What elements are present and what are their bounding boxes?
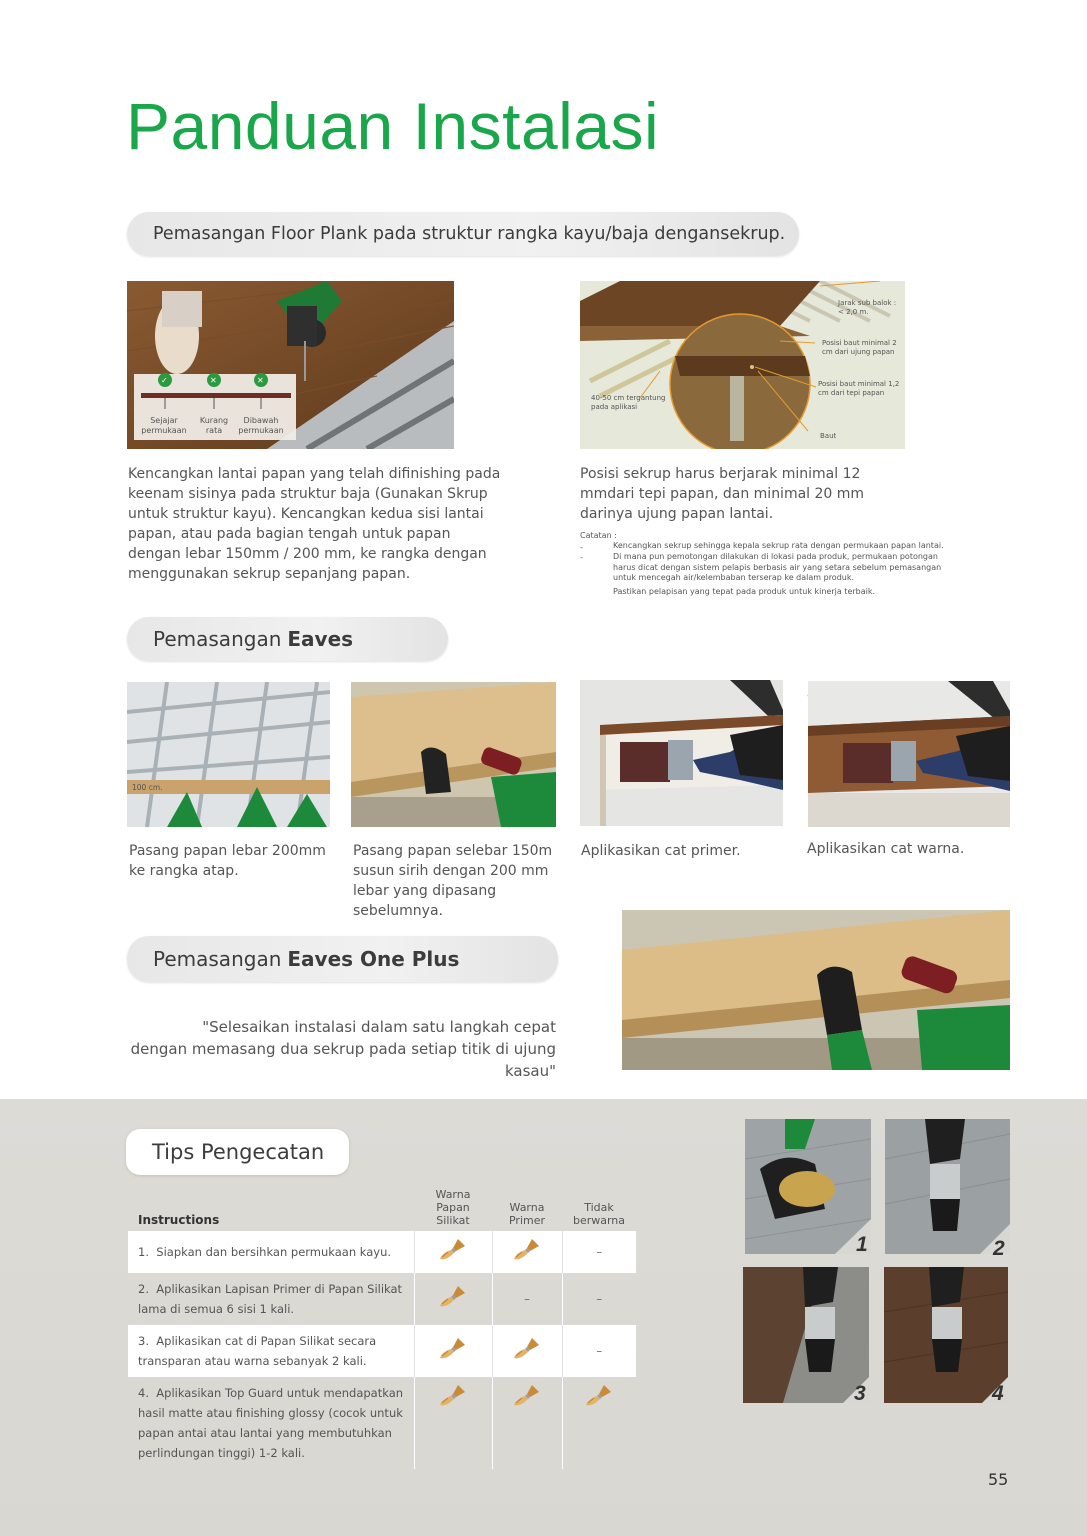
paint-brush-icon bbox=[438, 1237, 468, 1261]
paint-brush-icon bbox=[512, 1336, 542, 1360]
eaves-step-1-photo bbox=[127, 682, 330, 827]
tips-table-header bbox=[128, 1186, 636, 1231]
tips-row-3 bbox=[128, 1325, 636, 1377]
floor-plank-heading-text: Pemasangan Floor Plank pada struktur rangka kayu/baja dengansekrup. bbox=[153, 224, 786, 244]
floor-note-2: Di mana pun pemotongan dilakukan di lokasi pada produk, permukaan potongan harus dicat dengan sistem pelapis berbasis air yang setara sebelum pemasangan untuk mencegah air/kelembaban terserap ke dalam produk. bbox=[613, 552, 942, 582]
tips-row-2-text: Aplikasikan Lapisan Primer di Papan Silikat lama di semua 6 sisi 1 kali. bbox=[138, 1282, 403, 1316]
tips-row-4-number: 4. bbox=[138, 1386, 149, 1400]
tips-row-2-col-2: – bbox=[492, 1273, 562, 1325]
section-heading-eaves-one-plus bbox=[127, 936, 558, 982]
paint-brush-icon bbox=[438, 1284, 468, 1308]
tips-row-2-col-3: – bbox=[562, 1273, 636, 1325]
tips-row-4-desc bbox=[128, 1377, 414, 1469]
tips-row-4-text: Aplikasikan Top Guard untuk mendapatkan hasil matte atau finishing glossy (cocok untuk papan antai atau lantai yang membutuhkan perlindungan tinggi) 1-2 kali. bbox=[138, 1386, 404, 1460]
tips-photo-4-illustration bbox=[884, 1267, 1008, 1403]
eaves-step-2-text: Pasang papan selebar 150m susun sirih dengan 200 mm lebar yang dipasang sebelumnya. bbox=[353, 843, 553, 919]
tips-col-3: Tidak berwarna bbox=[572, 1201, 626, 1227]
paint-brush-icon bbox=[438, 1383, 468, 1407]
floor-step-2-text: Posisi sekrup harus berjarak minimal 12 mmdari tepi papan, dan minimal 20 mm darinya ujung papan lantai. bbox=[580, 466, 865, 522]
tips-col-1: Warna Papan Silikat bbox=[435, 1188, 471, 1227]
eaves-one-plus-quote-line-2: dengan memasang dua sekrup pada setiap titik di ujung kasau" bbox=[130, 1040, 556, 1080]
tips-photo-3-illustration bbox=[743, 1267, 869, 1403]
floor-callout-aplikasi: 40-50 cm tergantung pada aplikasi bbox=[591, 394, 666, 411]
paint-brush-icon bbox=[438, 1336, 468, 1360]
floor-step-1-text: Kencangkan lantai papan yang telah difinishing pada keenam sisinya pada struktur baja (Gunakan Skrup untuk struktur kayu). Kencangkan kedua sisi lantai papan, atau pada bagian tengah untuk papan dengan lebar 150mm / 200 mm, ke rangka dengan menggunakan sekrup sepanjang papan. bbox=[128, 466, 501, 582]
svg-text:✓: ✓ bbox=[161, 376, 168, 385]
tips-photo-4-number: 4 bbox=[992, 1382, 1004, 1405]
eaves-step-3-text: Aplikasikan cat primer. bbox=[581, 843, 741, 859]
paint-brush-icon bbox=[512, 1237, 542, 1261]
floor-callout-ujung: Posisi baut minimal 2 cm dari ujung papan bbox=[822, 339, 897, 356]
floor-step-1-label-2: Kurang rata bbox=[199, 416, 229, 435]
floor-note-dash-2: - bbox=[580, 553, 583, 562]
tips-col-instructions: Instructions bbox=[138, 1213, 220, 1227]
tips-row-2-desc bbox=[128, 1273, 414, 1325]
tips-row-4 bbox=[128, 1377, 636, 1469]
eaves-step-4-illustration bbox=[808, 681, 1010, 827]
floor-note-dash-1: - bbox=[580, 543, 583, 552]
tips-photo-2-number: 2 bbox=[993, 1237, 1005, 1260]
eaves-step-4-photo bbox=[808, 681, 1010, 827]
tips-photo-3-number: 3 bbox=[854, 1382, 866, 1405]
tips-photo-3 bbox=[743, 1267, 869, 1403]
tips-row-1 bbox=[128, 1231, 636, 1273]
tips-row-1-col-1 bbox=[414, 1231, 492, 1273]
tips-row-1-desc bbox=[128, 1231, 414, 1273]
eaves-one-plus-quote-line-1: "Selesaikan instalasi dalam satu langkah cepat bbox=[202, 1018, 556, 1036]
floor-callout-jarak: Jarak sub balok : < 2,0 m. bbox=[838, 299, 897, 316]
tips-row-4-col-1 bbox=[414, 1377, 492, 1469]
tips-heading-text: Tips Pengecatan bbox=[152, 1140, 325, 1164]
eaves-step-1-illustration bbox=[127, 682, 330, 827]
floor-note-label: Catatan : bbox=[580, 531, 617, 540]
floor-callout-tepi: Posisi baut minimal 1,2 cm dari tepi papan bbox=[818, 380, 900, 397]
svg-text:✕: ✕ bbox=[257, 376, 264, 385]
tips-row-2 bbox=[128, 1273, 636, 1325]
tips-row-4-col-3 bbox=[562, 1377, 636, 1469]
tips-heading bbox=[126, 1129, 349, 1175]
tips-photo-4 bbox=[884, 1267, 1008, 1403]
tips-row-3-text: Aplikasikan cat di Papan Silikat secara transparan atau warna sebanyak 2 kali. bbox=[138, 1334, 377, 1368]
tips-row-1-text: Siapkan dan bersihkan permukaan kayu. bbox=[156, 1245, 392, 1259]
tips-photo-2 bbox=[885, 1119, 1010, 1254]
svg-text:✕: ✕ bbox=[210, 376, 217, 385]
tips-photo-1-number: 1 bbox=[856, 1233, 868, 1256]
floor-step-1-label-1: Sejajar permukaan bbox=[141, 416, 187, 435]
eaves-one-plus-illustration bbox=[622, 910, 1010, 1070]
eaves-step-4-text: Aplikasikan cat warna. bbox=[807, 841, 965, 857]
floor-note-3: Pastikan pelapisan yang tepat pada produk untuk kinerja terbaik. bbox=[613, 587, 876, 596]
page-title: Panduan Instalasi bbox=[126, 89, 660, 163]
page-number: 55 bbox=[988, 1470, 1009, 1489]
tips-table bbox=[128, 1186, 636, 1469]
tips-row-1-col-3: – bbox=[562, 1231, 636, 1273]
section-heading-eaves bbox=[127, 617, 448, 661]
tips-row-3-number: 3. bbox=[138, 1334, 149, 1348]
eaves-one-plus-heading-bold: Eaves One Plus bbox=[287, 947, 460, 971]
eaves-step-1-text: Pasang papan lebar 200mm ke rangka atap. bbox=[129, 843, 326, 879]
eaves-one-plus-heading-prefix: Pemasangan bbox=[153, 947, 282, 971]
eaves-step-1-photo-label: 100 cm. bbox=[132, 783, 163, 792]
eaves-heading-bold: Eaves bbox=[287, 627, 354, 651]
tips-row-3-col-1 bbox=[414, 1325, 492, 1377]
tips-row-1-number: 1. bbox=[138, 1245, 149, 1259]
tips-photo-1-illustration bbox=[745, 1119, 871, 1254]
floor-note-1: Kencangkan sekrup sehingga kepala sekrup rata dengan permukaan papan lantai. bbox=[613, 541, 944, 550]
tips-col-2: Warna Primer bbox=[508, 1201, 546, 1227]
tips-row-3-col-3: – bbox=[562, 1325, 636, 1377]
paint-brush-icon bbox=[584, 1383, 614, 1407]
eaves-heading-prefix: Pemasangan bbox=[153, 627, 282, 651]
eaves-one-plus-photo bbox=[622, 910, 1010, 1070]
floor-callout-baut: Baut bbox=[820, 432, 837, 440]
tips-row-3-desc bbox=[128, 1325, 414, 1377]
eaves-step-2-illustration bbox=[351, 682, 556, 827]
tips-photo-1 bbox=[745, 1119, 871, 1254]
floor-step-1-label-3: Dibawah permukaan bbox=[238, 416, 284, 435]
tips-row-4-col-2 bbox=[492, 1377, 562, 1469]
section-heading-floor-plank bbox=[127, 212, 799, 256]
eaves-step-3-illustration bbox=[580, 680, 783, 826]
tips-row-1-col-2 bbox=[492, 1231, 562, 1273]
eaves-step-2-photo bbox=[351, 682, 556, 827]
tips-row-2-col-1 bbox=[414, 1273, 492, 1325]
paint-brush-icon bbox=[512, 1383, 542, 1407]
eaves-step-3-photo bbox=[580, 680, 783, 826]
tips-photo-2-illustration bbox=[885, 1119, 1010, 1254]
tips-row-3-col-2 bbox=[492, 1325, 562, 1377]
tips-row-2-number: 2. bbox=[138, 1282, 149, 1296]
